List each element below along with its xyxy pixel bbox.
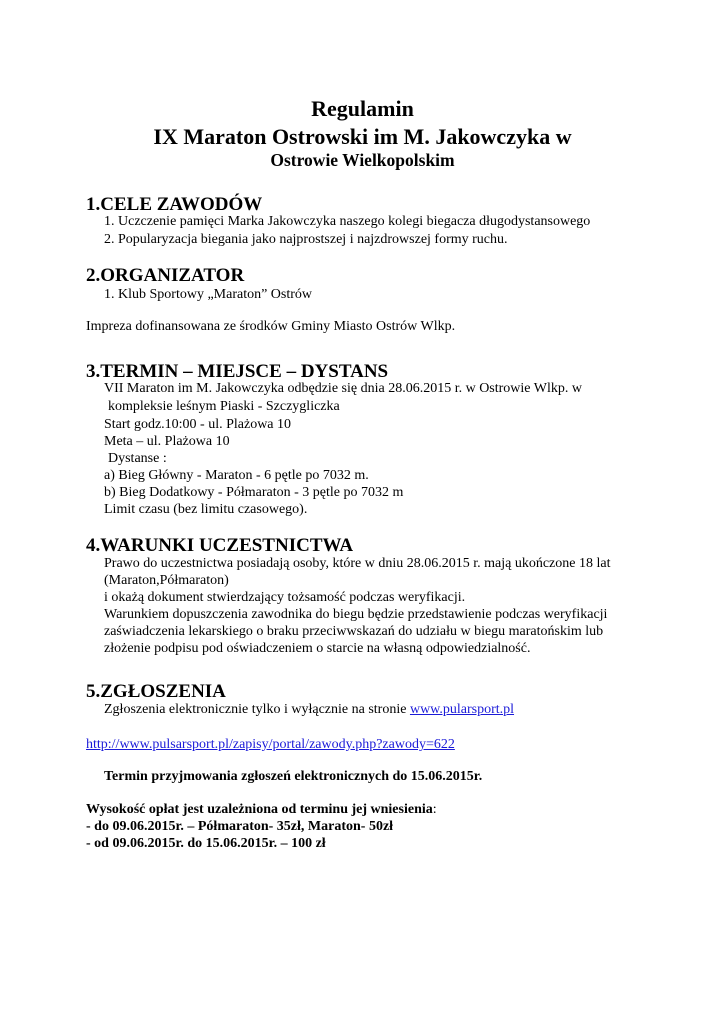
- text-line: kompleksie leśnym Piaski - Szczygliczka: [108, 399, 340, 414]
- text-line: (Maraton,Półmaraton): [104, 573, 229, 588]
- text-line: VII Maraton im M. Jakowczyka odbędzie się dnia 28.06.2015 r. w Ostrowie Wlkp. w: [104, 381, 582, 396]
- section-heading-goals: 1.CELE ZAWODÓW: [86, 194, 263, 215]
- text-line: b) Bieg Dodatkowy - Półmaraton - 3 pętle po 7032 m: [104, 485, 404, 500]
- doc-title: Regulamin: [311, 96, 414, 121]
- text-line: Dystanse :: [108, 451, 167, 466]
- registration-intro: Zgłoszenia elektronicznie tylko i wyłącznie na stronie: [104, 702, 410, 717]
- text-line: Limit czasu (bez limitu czasowego).: [104, 502, 308, 517]
- section-heading-organizer: 2.ORGANIZATOR: [86, 265, 245, 286]
- fee-line: - do 09.06.2015r. – Półmaraton- 35zł, Maraton- 50zł: [86, 819, 394, 834]
- fees-heading: Wysokość opłat jest uzależniona od terminu jej wniesienia: [86, 802, 433, 817]
- text-line: Warunkiem dopuszczenia zawodnika do biegu będzie przedstawienie podczas weryfikacji: [104, 607, 608, 622]
- list-item: 1. Klub Sportowy „Maraton” Ostrów: [104, 287, 313, 302]
- text-line: Prawo do uczestnictwa posiadają osoby, które w dniu 28.06.2015 r. mają ukończone 18 lat: [104, 556, 611, 571]
- section-heading-conditions: 4.WARUNKI UCZESTNICTWA: [86, 535, 354, 556]
- registration-line: [104, 703, 514, 717]
- fee-line: - od 09.06.2015r. do 15.06.2015r. – 100 zł: [86, 836, 326, 851]
- list-item: 2. Popularyzacja biegania jako najprostszej i najzdrowszej formy ruchu.: [104, 232, 508, 247]
- fees-heading-line: [86, 803, 437, 817]
- fees-heading-colon: :: [432, 802, 437, 817]
- text-line: Start godz.10:00 - ul. Plażowa 10: [104, 417, 292, 432]
- text-line: a) Bieg Główny - Maraton - 6 pętle po 7032 m.: [104, 468, 369, 483]
- section-heading-date-place: 3.TERMIN – MIEJSCE – DYSTANS: [86, 361, 389, 382]
- section-heading-registration: 5.ZGŁOSZENIA: [86, 681, 226, 702]
- doc-title-line2: IX Maraton Ostrowski im M. Jakowczyka w: [153, 124, 572, 149]
- list-item: 1. Uczczenie pamięci Marka Jakowczyka naszego kolegi biegacza długodystansowego: [104, 214, 591, 229]
- funding-note: Impreza dofinansowana ze środków Gminy Miasto Ostrów Wlkp.: [86, 319, 456, 334]
- text-line: złożenie podpisu pod oświadczeniem o starcie na własną odpowiedzialność.: [104, 641, 531, 656]
- registration-url-link[interactable]: http://www.pulsarsport.pl/zapisy/portal/zawody.php?zawody=622: [86, 737, 455, 752]
- registration-site-link[interactable]: www.pularsport.pl: [409, 702, 515, 717]
- text-line: zaświadczenia lekarskiego o braku przeciwwskazań do udziału w biegu maratońskim lub: [104, 624, 604, 639]
- registration-deadline: Termin przyjmowania zgłoszeń elektronicznych do 15.06.2015r.: [104, 769, 483, 784]
- doc-title-line3: Ostrowie Wielkopolskim: [270, 150, 455, 170]
- text-line: Meta – ul. Plażowa 10: [104, 434, 230, 449]
- text-line: i okażą dokument stwierdzający tożsamość podczas weryfikacji.: [104, 590, 466, 605]
